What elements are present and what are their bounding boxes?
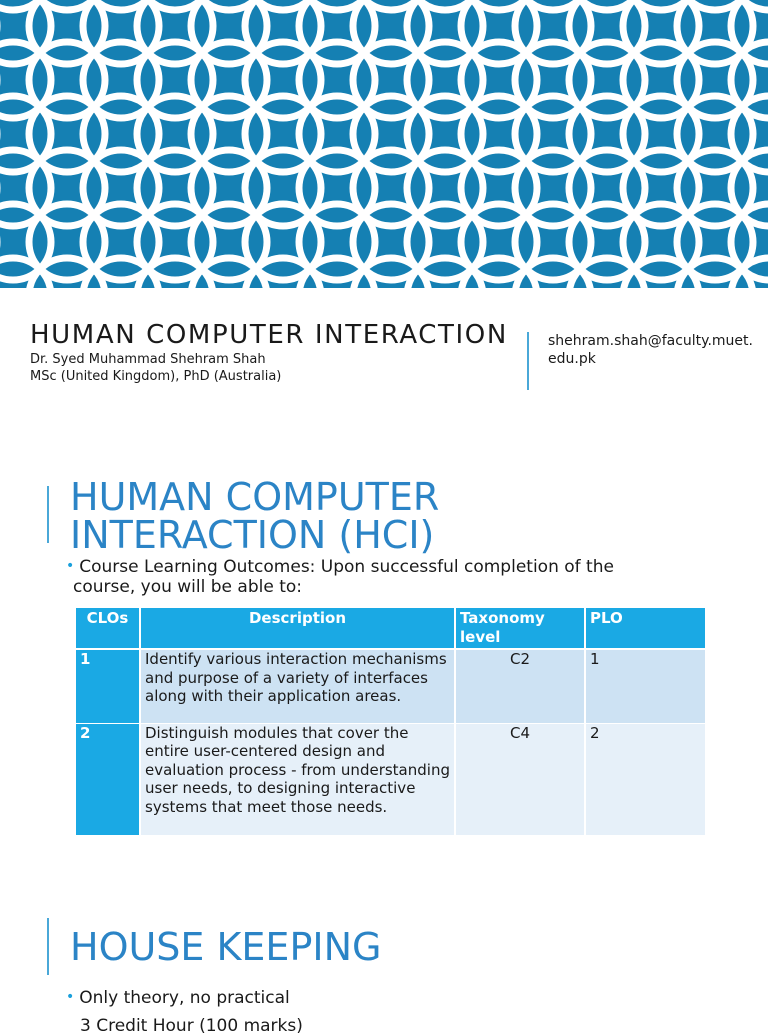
presentation-title: HUMAN COMPUTER INTERACTION <box>30 320 508 350</box>
clo-plo: 1 <box>585 649 706 723</box>
clo-intro-line-1: Course Learning Outcomes: Upon successful completion of the <box>79 557 614 577</box>
clo-taxonomy: C2 <box>455 649 585 723</box>
header-plo: PLO <box>585 608 706 649</box>
header-clos: CLOs <box>76 608 140 649</box>
housekeeping-bullet-cutoff: 3 Credit Hour (100 marks) <box>80 1016 303 1036</box>
decorative-banner <box>0 0 768 288</box>
author-email: shehram.shah@faculty.muet.edu.pk <box>548 333 753 367</box>
heading-line-1: HUMAN COMPUTER <box>70 475 440 519</box>
slide-heading-housekeeping: HOUSE KEEPING <box>70 925 382 969</box>
table-row <box>76 723 706 835</box>
clo-intro-line-2: course, you will be able to: <box>73 577 302 597</box>
bullet-dot-icon: • <box>66 989 75 1005</box>
clo-number: 2 <box>76 723 140 835</box>
housekeeping-bullet-text: Only theory, no practical <box>79 988 290 1008</box>
header-description: Description <box>140 608 455 649</box>
clo-number: 1 <box>76 649 140 723</box>
housekeeping-bullet <box>66 989 290 1009</box>
circle-lattice-pattern <box>0 0 768 288</box>
author-name: Dr. Syed Muhammad Shehram Shah <box>30 352 266 367</box>
clo-table <box>76 608 707 836</box>
slide-heading-hci <box>70 475 440 557</box>
clo-taxonomy: C4 <box>455 723 585 835</box>
heading-accent-bar <box>47 486 49 543</box>
table-header-row <box>76 608 706 649</box>
clo-intro-bullet <box>66 558 614 597</box>
table-row <box>76 649 706 723</box>
clo-description: Identify various interaction mechanisms and purpose of a variety of interfaces along with their application areas. <box>140 649 455 723</box>
clo-description: Distinguish modules that cover the entire user-centered design and evaluation process - from understanding user needs, to designing interactive systems that meet those needs. <box>140 723 455 835</box>
title-slide <box>30 318 520 385</box>
title-divider <box>527 332 529 390</box>
author-credentials: MSc (United Kingdom), PhD (Australia) <box>30 369 282 384</box>
heading-line-2: INTERACTION (HCI) <box>70 513 435 557</box>
heading-accent-bar <box>47 918 49 975</box>
header-taxonomy: Taxonomy level <box>455 608 585 649</box>
clo-plo: 2 <box>585 723 706 835</box>
bullet-dot-icon: • <box>66 558 75 574</box>
